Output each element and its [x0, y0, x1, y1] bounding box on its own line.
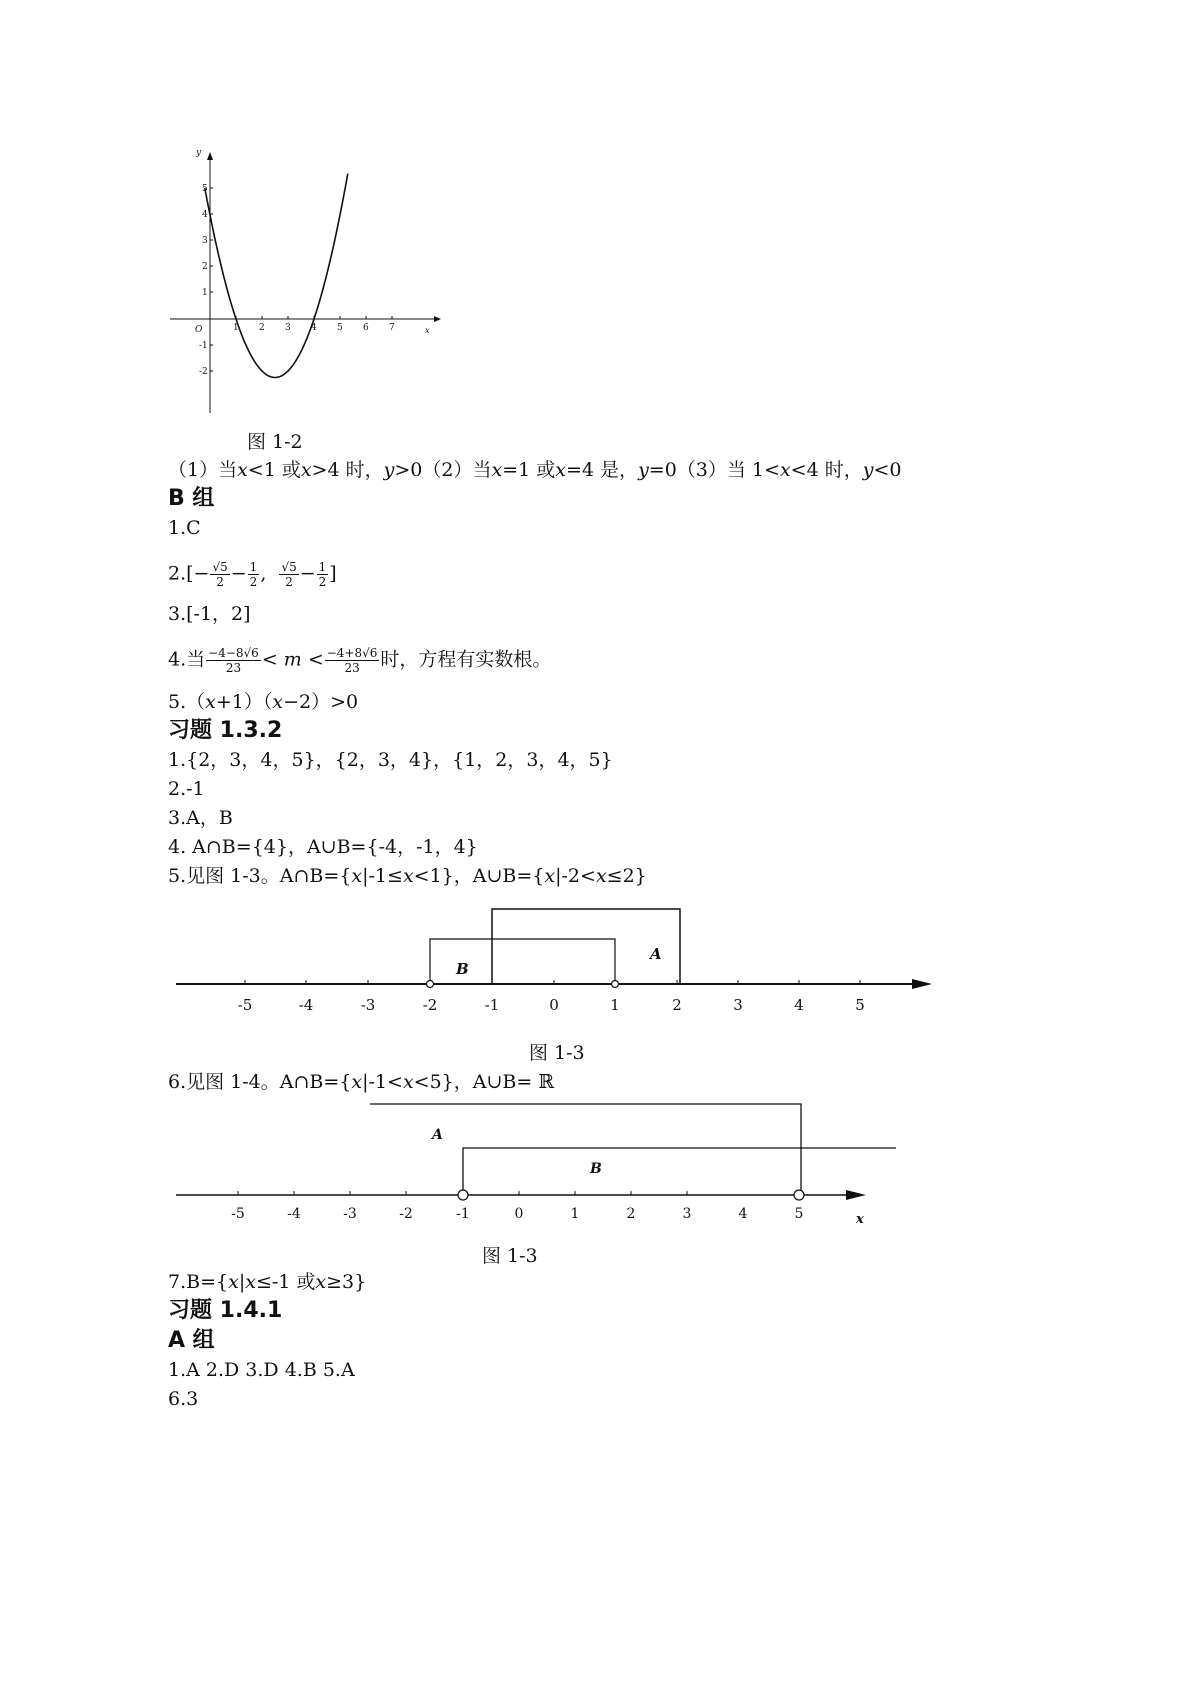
y-axis-arrow [207, 152, 213, 160]
y-axis-label: y [196, 148, 202, 158]
answer-item: 6.见图 1-4。A∩B={x|-1<x<5}，A∪B= ℝ [168, 1071, 555, 1093]
x-tick-label: 4 [311, 323, 317, 333]
y-tick-label: 4 [202, 210, 208, 220]
answer-item: 7.B={x|x≤-1 或x≥3} [168, 1271, 367, 1293]
tick-label: 0 [549, 996, 559, 1014]
tick-label: -2 [399, 1206, 413, 1222]
tick-label: 1 [610, 996, 620, 1014]
number-line-arrow [846, 1190, 866, 1200]
set-b-label: B [456, 960, 469, 978]
y-tick-label: 3 [202, 236, 208, 246]
figure-caption: 图 1-2 [247, 431, 303, 453]
section-heading: A 组 [168, 1328, 215, 1353]
parabola-graph [160, 140, 460, 430]
set-b-bracket [463, 1148, 896, 1193]
answer-item: 3.[-1，2] [168, 603, 251, 625]
answer-item: 2.[− $\frac{√5}{2}$ − $\frac{1}{2}$ , $\frac{√5}{2}$ − $\frac{1}{2}$ ] [168, 560, 337, 589]
answer-item: 1.A 2.D 3.D 4.B 5.A [168, 1359, 355, 1381]
answer-item: 2.-1 [168, 778, 205, 800]
open-endpoint [458, 1190, 468, 1200]
answer-item: 5.见图 1-3。A∩B={x|-1≤x<1}，A∪B={x|-2<x≤2} [168, 865, 647, 887]
y-tick-label: -2 [199, 367, 208, 377]
answer-item: 1.C [168, 517, 201, 539]
x-tick-label: 3 [285, 323, 291, 333]
figure-caption: 图 1-3 [482, 1245, 538, 1267]
tick-label: 5 [794, 1206, 804, 1222]
tick-label: -2 [422, 996, 438, 1014]
answer-item: 1.{2，3，4，5}，{2，3，4}，{1，2，3，4，5} [168, 749, 613, 771]
tick-label: 5 [855, 996, 865, 1014]
x-axis-label: x [856, 1212, 864, 1227]
answer-line: （1）当x<1 或x>4 时，y>0（2）当x=1 或x=4 是，y=0（3）当 1<x<4 时，y<0 [168, 459, 902, 481]
tick-label: 3 [733, 996, 743, 1014]
section-heading: 习题 1.4.1 [168, 1298, 283, 1323]
section-heading: B 组 [168, 486, 215, 511]
answer-item: 4. A∩B={4}，A∪B={-4，-1，4} [168, 836, 478, 858]
tick-label: 4 [794, 996, 804, 1014]
set-a-label: A [650, 945, 662, 963]
tick-label: -3 [343, 1206, 357, 1222]
tick-label: -4 [287, 1206, 301, 1222]
answer-item: 3.A，B [168, 807, 233, 829]
open-endpoint [427, 981, 434, 988]
tick-label: -4 [298, 996, 314, 1014]
tick-label: 2 [626, 1206, 636, 1222]
answer-item: 6.3 [168, 1388, 199, 1410]
answer-item: 5.（x+1）（x−2）>0 [168, 691, 359, 713]
tick-label: -5 [237, 996, 253, 1014]
x-axis-arrow [434, 316, 441, 322]
x-tick-label: 2 [259, 323, 265, 333]
origin-label: O [195, 325, 203, 335]
y-tick-label: 5 [202, 184, 208, 194]
parabola-curve [205, 174, 348, 378]
x-tick-label: 7 [389, 323, 395, 333]
section-heading: 习题 1.3.2 [168, 718, 283, 743]
y-tick-label: 2 [202, 262, 208, 272]
tick-label: 0 [514, 1206, 524, 1222]
open-endpoint [612, 981, 619, 988]
tick-label: -3 [360, 996, 376, 1014]
set-b-label: B [590, 1161, 602, 1177]
tick-label: 3 [682, 1206, 692, 1222]
y-tick-label: 1 [202, 288, 208, 298]
tick-label: 2 [672, 996, 682, 1014]
number-line-figure-1-4 [160, 1095, 920, 1235]
number-line-figure-1-3 [160, 900, 960, 1030]
set-a-label: A [432, 1127, 443, 1143]
tick-label: 1 [570, 1206, 580, 1222]
tick-label: -1 [456, 1206, 470, 1222]
open-endpoint [794, 1190, 804, 1200]
x-tick-label: 1 [233, 323, 239, 333]
number-line-arrow [912, 979, 932, 989]
figure-caption: 图 1-3 [529, 1042, 585, 1064]
y-tick-label: -1 [199, 341, 208, 351]
tick-label: -1 [484, 996, 500, 1014]
x-tick-label: 6 [363, 323, 369, 333]
answer-item: 4.当 $\frac{-4-8√6}{23}$ < m < $\frac{-4+8√6}{23}$ 时，方程有实数根。 [168, 646, 552, 675]
x-axis-label: x [425, 326, 430, 335]
tick-label: 4 [738, 1206, 748, 1222]
tick-label: -5 [231, 1206, 245, 1222]
x-tick-label: 5 [337, 323, 343, 333]
